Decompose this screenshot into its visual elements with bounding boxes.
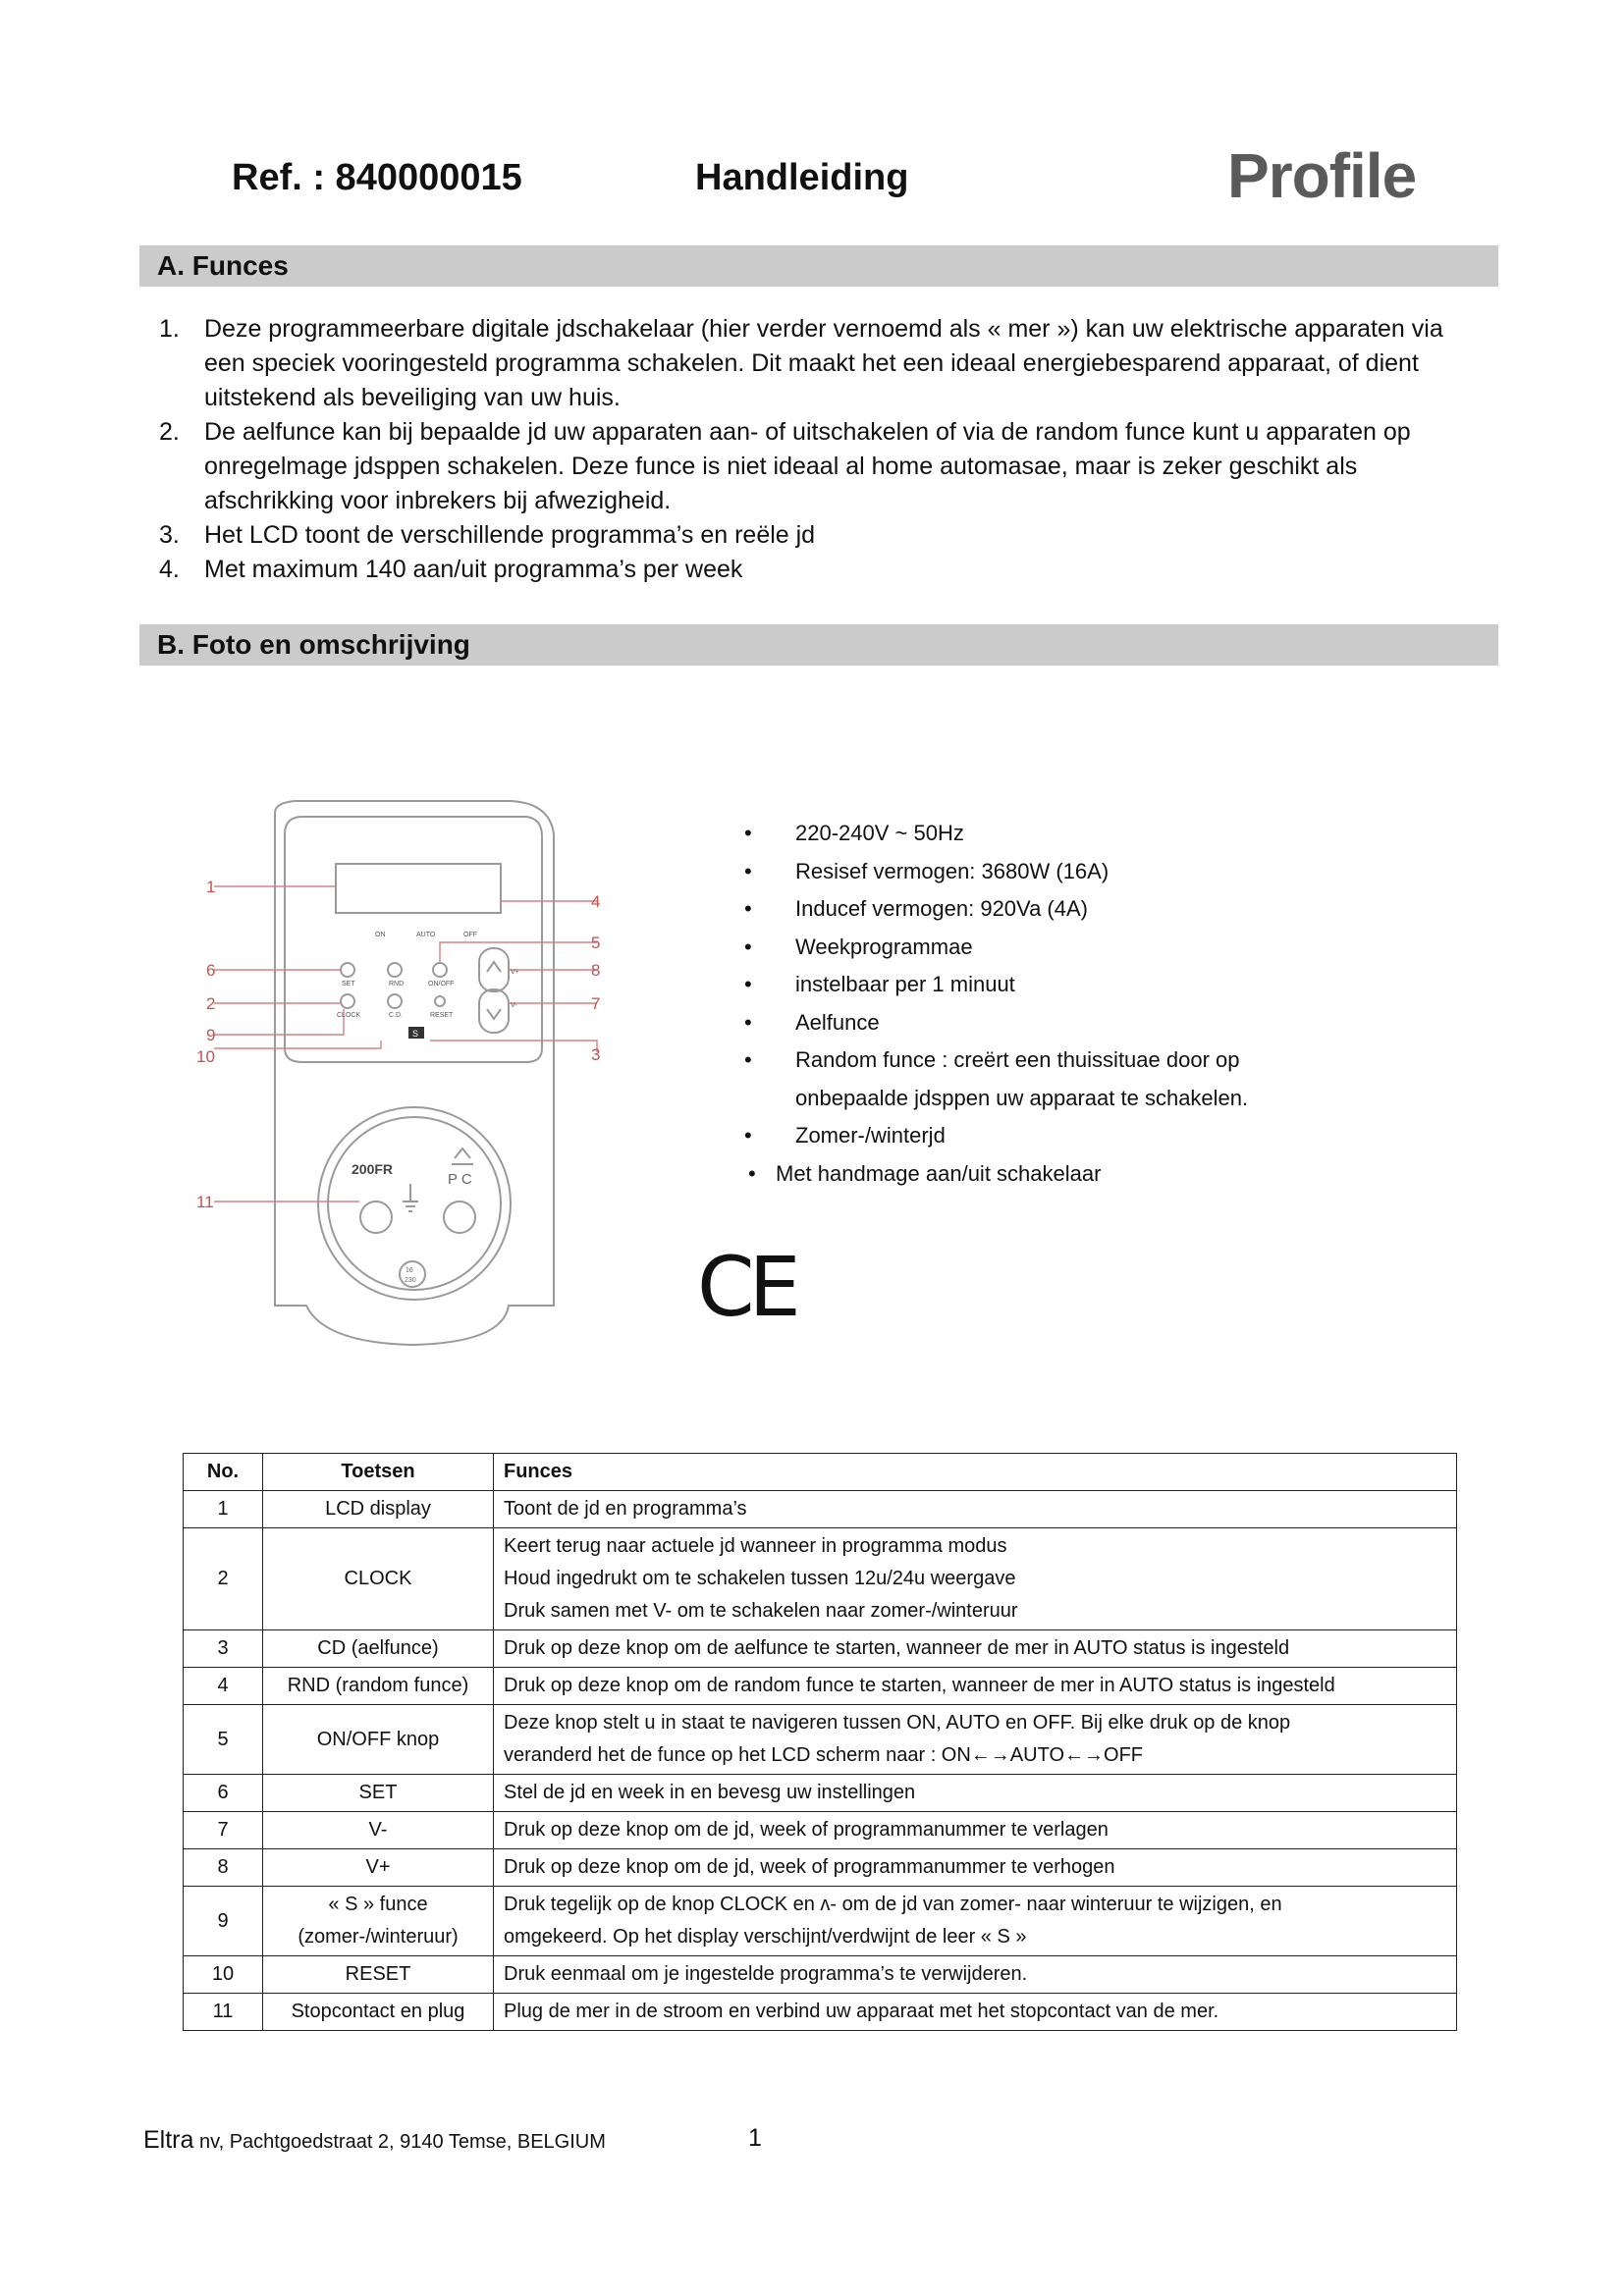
callout-3: 3 bbox=[591, 1045, 601, 1064]
list-item: 1. Deze programmeerbare digitale jdschakelaar (hier verder vernoemd als « mer ») kan uw elektrische apparaten via een speciek vooringesteld programma schakelen. Dit maakt het een ideaal energiebesparend apparaat, of dient uitstekend als beveiliging van uw huis. bbox=[159, 315, 1443, 411]
lcd-display bbox=[336, 864, 501, 913]
column-header: Funces bbox=[494, 1454, 1457, 1491]
callout-5: 5 bbox=[591, 934, 601, 952]
ce-mark: CE bbox=[697, 1239, 795, 1335]
list-item: • Random funce : creërt een thuissituae door op bbox=[744, 1047, 1240, 1072]
clock-button bbox=[341, 994, 354, 1008]
list-item-continuation: onbepaalde jdsppen uw apparaat te schakelen. bbox=[795, 1085, 1249, 1110]
rnd-button bbox=[388, 963, 402, 977]
list-item: • Inducef vermogen: 920Va (4A) bbox=[744, 896, 1088, 921]
svg-text:C.D.: C.D. bbox=[389, 1012, 403, 1019]
socket-ring bbox=[318, 1107, 511, 1300]
company-name: Eltra bbox=[143, 2126, 194, 2154]
section-b-heading: B. Foto en omschrijving bbox=[139, 624, 1498, 666]
table-row: 7 V- Druk op deze knop om de jd, week of programmanummer te verlagen bbox=[184, 1812, 1457, 1849]
callout-10: 10 bbox=[196, 1047, 215, 1066]
list-item: • Resisef vermogen: 3680W (16A) bbox=[744, 858, 1110, 883]
table-header-row bbox=[184, 1454, 1457, 1491]
functions-table bbox=[183, 1453, 1457, 2031]
svg-text:16: 16 bbox=[406, 1267, 413, 1274]
document-title: Handleiding bbox=[695, 157, 909, 198]
socket-model-label: 200FR bbox=[352, 1161, 394, 1177]
column-header: No. bbox=[184, 1454, 263, 1491]
callout-8: 8 bbox=[591, 961, 601, 980]
svg-text:RND: RND bbox=[389, 981, 405, 988]
svg-text:RESET: RESET bbox=[430, 1012, 454, 1019]
socket-hole-left bbox=[360, 1201, 392, 1233]
callout-9: 9 bbox=[206, 1026, 216, 1044]
specifications-list bbox=[738, 815, 1288, 1193]
page-number: 1 bbox=[748, 2124, 762, 2152]
onoff-button bbox=[433, 963, 447, 977]
functions-list bbox=[147, 312, 1463, 587]
callout-2: 2 bbox=[206, 994, 216, 1013]
vplus-button bbox=[479, 948, 509, 991]
brand-logo: Profile bbox=[1227, 140, 1417, 211]
reference-number: Ref. : 840000015 bbox=[232, 157, 522, 198]
list-item: 3. Het LCD toont de verschillende programma’s en reële jd bbox=[159, 521, 816, 549]
table-row: 5 ON/OFF knop Deze knop stelt u in staat te navigeren tussen ON, AUTO en OFF. Bij elke druk op de knop veranderd het de funce op het LCD scherm naar : ON←→AUTO←→OFF bbox=[184, 1705, 1457, 1775]
list-item: • 220-240V ~ 50Hz bbox=[744, 821, 964, 845]
list-item: • instelbaar per 1 minuut bbox=[744, 972, 1015, 996]
list-item: 2. De aelfunce kan bij bepaalde jd uw apparaten aan- of uitschakelen of via de random funce kunt u apparaten op onregelmage jdsppen schakelen. Deze funce is niet ideaal al home automasae, maar is zeker geschikt als afschrikking voor inbrekers bij afwezigheid. bbox=[159, 418, 1411, 514]
table-row: 10 RESET Druk eenmaal om je ingestelde programma’s te verwijderen. bbox=[184, 1956, 1457, 1994]
callout-1: 1 bbox=[206, 878, 216, 896]
callout-4: 4 bbox=[591, 892, 601, 911]
list-item: 4. Met maximum 140 aan/uit programma’s per week bbox=[159, 556, 743, 583]
list-item: • Zomer-/winterjd bbox=[744, 1123, 946, 1148]
svg-text:AUTO: AUTO bbox=[416, 932, 436, 938]
socket-hole-right bbox=[444, 1201, 475, 1233]
reset-button bbox=[435, 996, 445, 1006]
cd-button bbox=[388, 994, 402, 1008]
svg-text:OFF: OFF bbox=[463, 932, 477, 938]
section-a-heading: A. Funces bbox=[139, 245, 1498, 287]
svg-text:230: 230 bbox=[405, 1277, 416, 1284]
list-item: • Met handmage aan/uit schakelaar bbox=[748, 1160, 1102, 1186]
svg-text:V+: V+ bbox=[511, 969, 519, 976]
svg-text:S: S bbox=[412, 1029, 419, 1039]
list-item: • Weekprogrammae bbox=[744, 934, 973, 959]
list-item: • Aelfunce bbox=[744, 1009, 880, 1035]
pc-label: P C bbox=[448, 1171, 472, 1188]
table-row: 9 « S » funce (zomer-/winteruur) Druk tegelijk op de knop CLOCK en ʌ- om de jd van zomer- naar winteruur te wijzigen, en omgekeerd. Op het display verschijnt/verdwijnt de leer « S » bbox=[184, 1887, 1457, 1956]
svg-text:ON/OFF: ON/OFF bbox=[428, 981, 455, 988]
table-row: 4 RND (random funce) Druk op deze knop om de random funce te starten, wanneer de mer in AUTO status is ingesteld bbox=[184, 1668, 1457, 1705]
footer-address: Eltra nv, Pachtgoedstraat 2, 9140 Temse, BELGIUM bbox=[143, 2126, 606, 2154]
callout-6: 6 bbox=[206, 961, 216, 980]
table-row: 1 LCD display Toont de jd en programma’s bbox=[184, 1491, 1457, 1528]
table-row: 2 CLOCK Keert terug naar actuele jd wanneer in programma modus Houd ingedrukt om te schakelen tussen 12u/24u weergave Druk samen met V- om te schakelen naar zomer-/winteruur bbox=[184, 1528, 1457, 1630]
column-header: Toetsen bbox=[263, 1454, 494, 1491]
callout-7: 7 bbox=[591, 994, 601, 1013]
callout-11: 11 bbox=[196, 1193, 214, 1211]
svg-text:V-: V- bbox=[511, 1002, 517, 1009]
svg-text:SET: SET bbox=[342, 981, 355, 988]
timer-device-diagram bbox=[187, 795, 619, 1355]
svg-text:CLOCK: CLOCK bbox=[337, 1012, 361, 1019]
set-button bbox=[341, 963, 354, 977]
table-row: 3 CD (aelfunce) Druk op deze knop om de aelfunce te starten, wanneer de mer in AUTO status is ingesteld bbox=[184, 1630, 1457, 1668]
table-row: 11 Stopcontact en plug Plug de mer in de stroom en verbind uw apparaat met het stopcontact van de mer. bbox=[184, 1994, 1457, 2031]
table-row: 6 SET Stel de jd en week in en bevesg uw instellingen bbox=[184, 1775, 1457, 1812]
vminus-button bbox=[479, 989, 509, 1033]
device-housing bbox=[275, 801, 554, 1345]
table-row: 8 V+ Druk op deze knop om de jd, week of programmanummer te verhogen bbox=[184, 1849, 1457, 1887]
svg-text:ON: ON bbox=[375, 932, 386, 938]
